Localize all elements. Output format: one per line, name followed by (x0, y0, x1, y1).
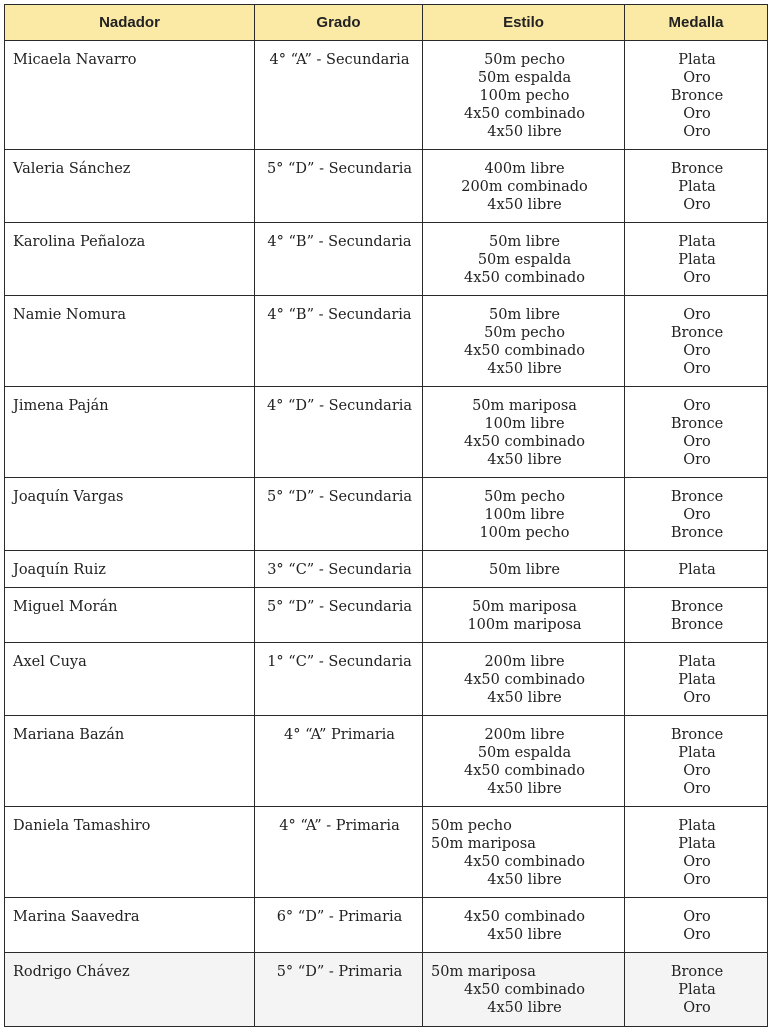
medal-line: Bronce (670, 525, 724, 541)
style-line: 4x50 combinado (464, 672, 585, 688)
grade-cell: 5° “D” - Secundaria (255, 478, 423, 551)
style-line: 50m pecho (484, 489, 565, 505)
medal-cell (625, 223, 768, 296)
grade-cell: 4° “B” - Secundaria (255, 223, 423, 296)
medal-line: Oro (683, 909, 711, 925)
medal-line: Plata (678, 179, 716, 195)
medal-line: Bronce (670, 489, 724, 505)
style-line: 4x50 libre (487, 872, 562, 888)
style-cell (423, 478, 625, 551)
swimmer-name-cell: Valeria Sánchez (5, 150, 255, 223)
table-row (5, 588, 768, 643)
table-row (5, 643, 768, 716)
table-row (5, 387, 768, 478)
style-line: 50m pecho (431, 818, 512, 834)
style-cell (423, 223, 625, 296)
medal-line: Plata (678, 52, 716, 68)
medal-cell (625, 716, 768, 807)
swimmer-name-cell: Joaquín Vargas (5, 478, 255, 551)
style-cell (423, 807, 625, 898)
grade-cell: 6° “D” - Primaria (255, 898, 423, 953)
style-line: 50m mariposa (431, 964, 536, 980)
medal-line: Oro (683, 507, 711, 523)
medal-line: Plata (678, 672, 716, 688)
table-row (5, 807, 768, 898)
medal-line: Oro (683, 197, 711, 213)
medal-cell (625, 150, 768, 223)
swimmer-name-cell: Joaquín Ruiz (5, 551, 255, 588)
style-line: 100m pecho (479, 525, 570, 541)
swimmer-name-cell: Namie Nomura (5, 296, 255, 387)
column-header-grado: Grado (255, 5, 423, 41)
style-line: 50m libre (489, 234, 560, 250)
medal-cell (625, 41, 768, 150)
style-line: 4x50 combinado (464, 854, 585, 870)
swimmers-medal-table (4, 4, 768, 1027)
swimmer-name-cell: Jimena Paján (5, 387, 255, 478)
medal-line: Plata (678, 982, 716, 998)
medal-line: Oro (683, 106, 711, 122)
style-line: 50m espalda (477, 70, 572, 86)
table-body (5, 41, 768, 1027)
style-line: 4x50 libre (487, 452, 562, 468)
swimmer-name-cell: Mariana Bazán (5, 716, 255, 807)
style-cell (423, 387, 625, 478)
style-line: 50m libre (489, 562, 560, 578)
medal-line: Bronce (670, 88, 724, 104)
table-row (5, 296, 768, 387)
grade-cell: 4° “A” - Primaria (255, 807, 423, 898)
swimmer-name-cell: Miguel Morán (5, 588, 255, 643)
swimmer-name-cell: Karolina Peñaloza (5, 223, 255, 296)
medal-line: Plata (678, 818, 716, 834)
style-line: 4x50 libre (487, 361, 562, 377)
medal-line: Oro (683, 361, 711, 377)
style-cell (423, 551, 625, 588)
medal-line: Oro (683, 452, 711, 468)
medal-line: Oro (683, 927, 711, 943)
column-header-estilo: Estilo (423, 5, 625, 41)
grade-cell: 5° “D” - Secundaria (255, 150, 423, 223)
medal-cell (625, 551, 768, 588)
style-line: 100m mariposa (467, 617, 582, 633)
grade-cell: 4° “B” - Secundaria (255, 296, 423, 387)
medal-line: Plata (678, 234, 716, 250)
medal-line: Bronce (670, 964, 724, 980)
style-line: 50m mariposa (431, 836, 536, 852)
grade-cell: 4° “D” - Secundaria (255, 387, 423, 478)
style-line: 50m pecho (484, 325, 565, 341)
style-cell (423, 41, 625, 150)
style-cell (423, 150, 625, 223)
style-line: 100m pecho (479, 88, 570, 104)
swimmer-name-cell: Axel Cuya (5, 643, 255, 716)
medal-line: Oro (683, 434, 711, 450)
style-line: 4x50 libre (487, 927, 562, 943)
medal-cell (625, 643, 768, 716)
style-line: 50m mariposa (472, 599, 577, 615)
medal-line: Bronce (670, 727, 724, 743)
medal-line: Oro (683, 1000, 711, 1016)
table-header (5, 5, 768, 41)
medal-cell (625, 588, 768, 643)
medal-cell (625, 296, 768, 387)
column-header-nadador: Nadador (5, 5, 255, 41)
table-row (5, 223, 768, 296)
grade-cell: 5° “D” - Primaria (255, 953, 423, 1027)
medal-cell (625, 898, 768, 953)
style-line: 200m combinado (461, 179, 588, 195)
style-line: 4x50 combinado (464, 270, 585, 286)
style-cell (423, 898, 625, 953)
style-line: 100m libre (484, 416, 565, 432)
style-line: 100m libre (484, 507, 565, 523)
style-cell (423, 953, 625, 1027)
medal-line: Bronce (670, 325, 724, 341)
grade-cell: 4° “A” Primaria (255, 716, 423, 807)
medal-line: Oro (683, 763, 711, 779)
medal-cell (625, 953, 768, 1027)
medal-line: Bronce (670, 416, 724, 432)
grade-cell: 1° “C” - Secundaria (255, 643, 423, 716)
style-cell (423, 716, 625, 807)
medal-cell (625, 478, 768, 551)
grade-cell: 3° “C” - Secundaria (255, 551, 423, 588)
medal-line: Oro (683, 343, 711, 359)
medal-line: Plata (678, 252, 716, 268)
medal-line: Oro (683, 398, 711, 414)
style-line: 50m espalda (477, 252, 572, 268)
style-line: 4x50 combinado (464, 106, 585, 122)
medal-line: Oro (683, 70, 711, 86)
medal-line: Plata (678, 654, 716, 670)
swimmer-name-cell: Marina Saavedra (5, 898, 255, 953)
swimmer-name-cell: Daniela Tamashiro (5, 807, 255, 898)
style-line: 4x50 libre (487, 1000, 562, 1016)
style-cell (423, 296, 625, 387)
table-row (5, 551, 768, 588)
medal-line: Oro (683, 124, 711, 140)
table-row (5, 41, 768, 150)
style-line: 4x50 combinado (464, 909, 585, 925)
table-row (5, 898, 768, 953)
style-line: 4x50 libre (487, 124, 562, 140)
grade-cell: 4° “A” - Secundaria (255, 41, 423, 150)
style-line: 50m mariposa (472, 398, 577, 414)
medal-line: Oro (683, 872, 711, 888)
style-line: 4x50 libre (487, 781, 562, 797)
medal-cell (625, 387, 768, 478)
table-row (5, 716, 768, 807)
medal-line: Plata (678, 836, 716, 852)
medal-line: Oro (683, 781, 711, 797)
style-line: 50m pecho (484, 52, 565, 68)
style-line: 50m libre (489, 307, 560, 323)
style-cell (423, 643, 625, 716)
grade-cell: 5° “D” - Secundaria (255, 588, 423, 643)
style-line: 200m libre (484, 654, 565, 670)
header-row (5, 5, 768, 41)
medal-line: Oro (683, 307, 711, 323)
table-row (5, 953, 768, 1027)
medal-line: Plata (678, 745, 716, 761)
medal-line: Oro (683, 854, 711, 870)
style-line: 4x50 combinado (464, 763, 585, 779)
table-row (5, 150, 768, 223)
medal-line: Plata (678, 562, 716, 578)
medal-line: Oro (683, 270, 711, 286)
swimmer-name-cell: Micaela Navarro (5, 41, 255, 150)
style-cell (423, 588, 625, 643)
style-line: 4x50 libre (487, 690, 562, 706)
column-header-medalla: Medalla (625, 5, 768, 41)
table-row (5, 478, 768, 551)
style-line: 200m libre (484, 727, 565, 743)
style-line: 4x50 combinado (464, 343, 585, 359)
medal-line: Bronce (670, 161, 724, 177)
style-line: 4x50 combinado (464, 982, 585, 998)
style-line: 4x50 libre (487, 197, 562, 213)
style-line: 4x50 combinado (464, 434, 585, 450)
swimmer-name-cell: Rodrigo Chávez (5, 953, 255, 1027)
medal-line: Oro (683, 690, 711, 706)
medal-cell (625, 807, 768, 898)
style-line: 50m espalda (477, 745, 572, 761)
medal-line: Bronce (670, 617, 724, 633)
style-line: 400m libre (484, 161, 565, 177)
medal-line: Bronce (670, 599, 724, 615)
